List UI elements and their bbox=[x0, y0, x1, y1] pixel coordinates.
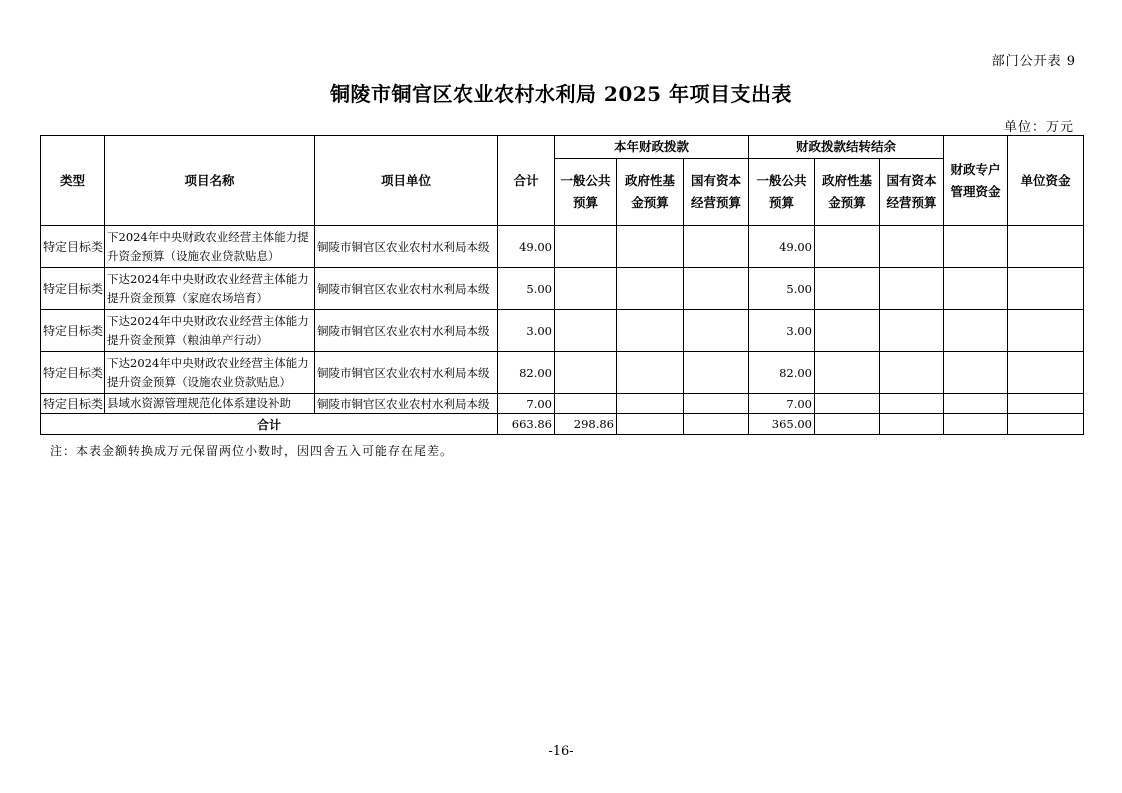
row-co-general: 5.00 bbox=[749, 268, 815, 310]
row-type: 特定目标类 bbox=[41, 310, 105, 352]
row-unit-funds bbox=[1008, 310, 1084, 352]
row-cy-gov-fund bbox=[617, 268, 684, 310]
row-cy-state-capital bbox=[684, 310, 749, 352]
row-project-unit: 铜陵市铜官区农业农村水利局本级 bbox=[315, 226, 498, 268]
row-type: 特定目标类 bbox=[41, 394, 105, 414]
row-cy-state-capital bbox=[684, 268, 749, 310]
header-project-name: 项目名称 bbox=[105, 136, 315, 226]
header-co-general-budget: 一般公共预算 bbox=[749, 159, 815, 226]
header-type: 类型 bbox=[41, 136, 105, 226]
totals-cy-state-capital bbox=[684, 414, 749, 435]
row-co-general: 7.00 bbox=[749, 394, 815, 414]
header-total: 合计 bbox=[498, 136, 555, 226]
totals-co-general: 365.00 bbox=[749, 414, 815, 435]
page-number: -16- bbox=[548, 744, 574, 759]
totals-co-state-capital bbox=[880, 414, 944, 435]
page-title: 铜陵市铜官区农业农村水利局 2025 年项目支出表 bbox=[329, 82, 793, 106]
row-special-account bbox=[944, 226, 1008, 268]
row-project-name: 县域水资源管理规范化体系建设补助 bbox=[105, 394, 315, 414]
row-unit-funds bbox=[1008, 352, 1084, 394]
header-cy-state-capital: 国有资本经营预算 bbox=[684, 159, 749, 226]
footnote: 注：本表金额转换成万元保留两位小数时，因四舍五入可能存在尾差。 bbox=[50, 444, 454, 458]
row-co-gov-fund bbox=[815, 394, 880, 414]
row-project-name: 下达2024年中央财政农业经营主体能力提升资金预算（设施农业贷款贴息） bbox=[105, 352, 315, 394]
table-row bbox=[41, 394, 1084, 414]
row-cy-general bbox=[555, 226, 617, 268]
header-carryover-group: 财政拨款结转结余 bbox=[749, 136, 944, 159]
row-type: 特定目标类 bbox=[41, 268, 105, 310]
row-project-unit: 铜陵市铜官区农业农村水利局本级 bbox=[315, 310, 498, 352]
row-type: 特定目标类 bbox=[41, 226, 105, 268]
totals-label: 合计 bbox=[41, 414, 498, 435]
row-co-gov-fund bbox=[815, 310, 880, 352]
totals-special-account bbox=[944, 414, 1008, 435]
row-cy-general bbox=[555, 310, 617, 352]
row-total: 49.00 bbox=[498, 226, 555, 268]
table-row bbox=[41, 310, 1084, 352]
row-special-account bbox=[944, 394, 1008, 414]
row-co-gov-fund bbox=[815, 352, 880, 394]
row-cy-gov-fund bbox=[617, 226, 684, 268]
header-cy-gov-fund: 政府性基金预算 bbox=[617, 159, 684, 226]
row-cy-state-capital bbox=[684, 352, 749, 394]
row-special-account bbox=[944, 268, 1008, 310]
row-co-general: 3.00 bbox=[749, 310, 815, 352]
table-row bbox=[41, 268, 1084, 310]
header-co-gov-fund: 政府性基金预算 bbox=[815, 159, 880, 226]
row-unit-funds bbox=[1008, 394, 1084, 414]
row-co-gov-fund bbox=[815, 268, 880, 310]
row-total: 82.00 bbox=[498, 352, 555, 394]
row-total: 7.00 bbox=[498, 394, 555, 414]
row-co-gov-fund bbox=[815, 226, 880, 268]
row-co-state-capital bbox=[880, 268, 944, 310]
header-special-account: 财政专户管理资金 bbox=[944, 136, 1008, 226]
row-unit-funds bbox=[1008, 268, 1084, 310]
totals-total: 663.86 bbox=[498, 414, 555, 435]
row-cy-general bbox=[555, 352, 617, 394]
row-co-general: 49.00 bbox=[749, 226, 815, 268]
row-co-general: 82.00 bbox=[749, 352, 815, 394]
row-total: 3.00 bbox=[498, 310, 555, 352]
row-cy-general bbox=[555, 268, 617, 310]
totals-cy-gov-fund bbox=[617, 414, 684, 435]
row-cy-gov-fund bbox=[617, 310, 684, 352]
row-project-unit: 铜陵市铜官区农业农村水利局本级 bbox=[315, 394, 498, 414]
row-project-name: 下达2024年中央财政农业经营主体能力提升资金预算（粮油单产行动） bbox=[105, 310, 315, 352]
row-co-state-capital bbox=[880, 226, 944, 268]
row-unit-funds bbox=[1008, 226, 1084, 268]
unit-label: 单位：万元 bbox=[1003, 120, 1074, 135]
totals-co-gov-fund bbox=[815, 414, 880, 435]
table-row bbox=[41, 352, 1084, 394]
row-project-unit: 铜陵市铜官区农业农村水利局本级 bbox=[315, 352, 498, 394]
totals-cy-general: 298.86 bbox=[555, 414, 617, 435]
row-project-name: 下2024年中央财政农业经营主体能力提升资金预算（设施农业贷款贴息） bbox=[105, 226, 315, 268]
table-row bbox=[41, 226, 1084, 268]
row-co-state-capital bbox=[880, 394, 944, 414]
header-project-unit: 项目单位 bbox=[315, 136, 498, 226]
row-project-unit: 铜陵市铜官区农业农村水利局本级 bbox=[315, 268, 498, 310]
row-cy-state-capital bbox=[684, 226, 749, 268]
row-co-state-capital bbox=[880, 310, 944, 352]
table-reference-label: 部门公开表 9 bbox=[991, 54, 1076, 69]
row-cy-gov-fund bbox=[617, 394, 684, 414]
project-expenditure-table bbox=[40, 135, 1084, 435]
row-cy-state-capital bbox=[684, 394, 749, 414]
totals-row bbox=[41, 414, 1084, 435]
row-total: 5.00 bbox=[498, 268, 555, 310]
row-cy-gov-fund bbox=[617, 352, 684, 394]
header-current-year-group: 本年财政拨款 bbox=[555, 136, 749, 159]
header-cy-general-budget: 一般公共预算 bbox=[555, 159, 617, 226]
row-project-name: 下达2024年中央财政农业经营主体能力提升资金预算（家庭农场培育） bbox=[105, 268, 315, 310]
row-type: 特定目标类 bbox=[41, 352, 105, 394]
header-co-state-capital: 国有资本经营预算 bbox=[880, 159, 944, 226]
row-special-account bbox=[944, 310, 1008, 352]
header-unit-funds: 单位资金 bbox=[1008, 136, 1084, 226]
totals-unit-funds bbox=[1008, 414, 1084, 435]
row-special-account bbox=[944, 352, 1008, 394]
row-co-state-capital bbox=[880, 352, 944, 394]
row-cy-general bbox=[555, 394, 617, 414]
